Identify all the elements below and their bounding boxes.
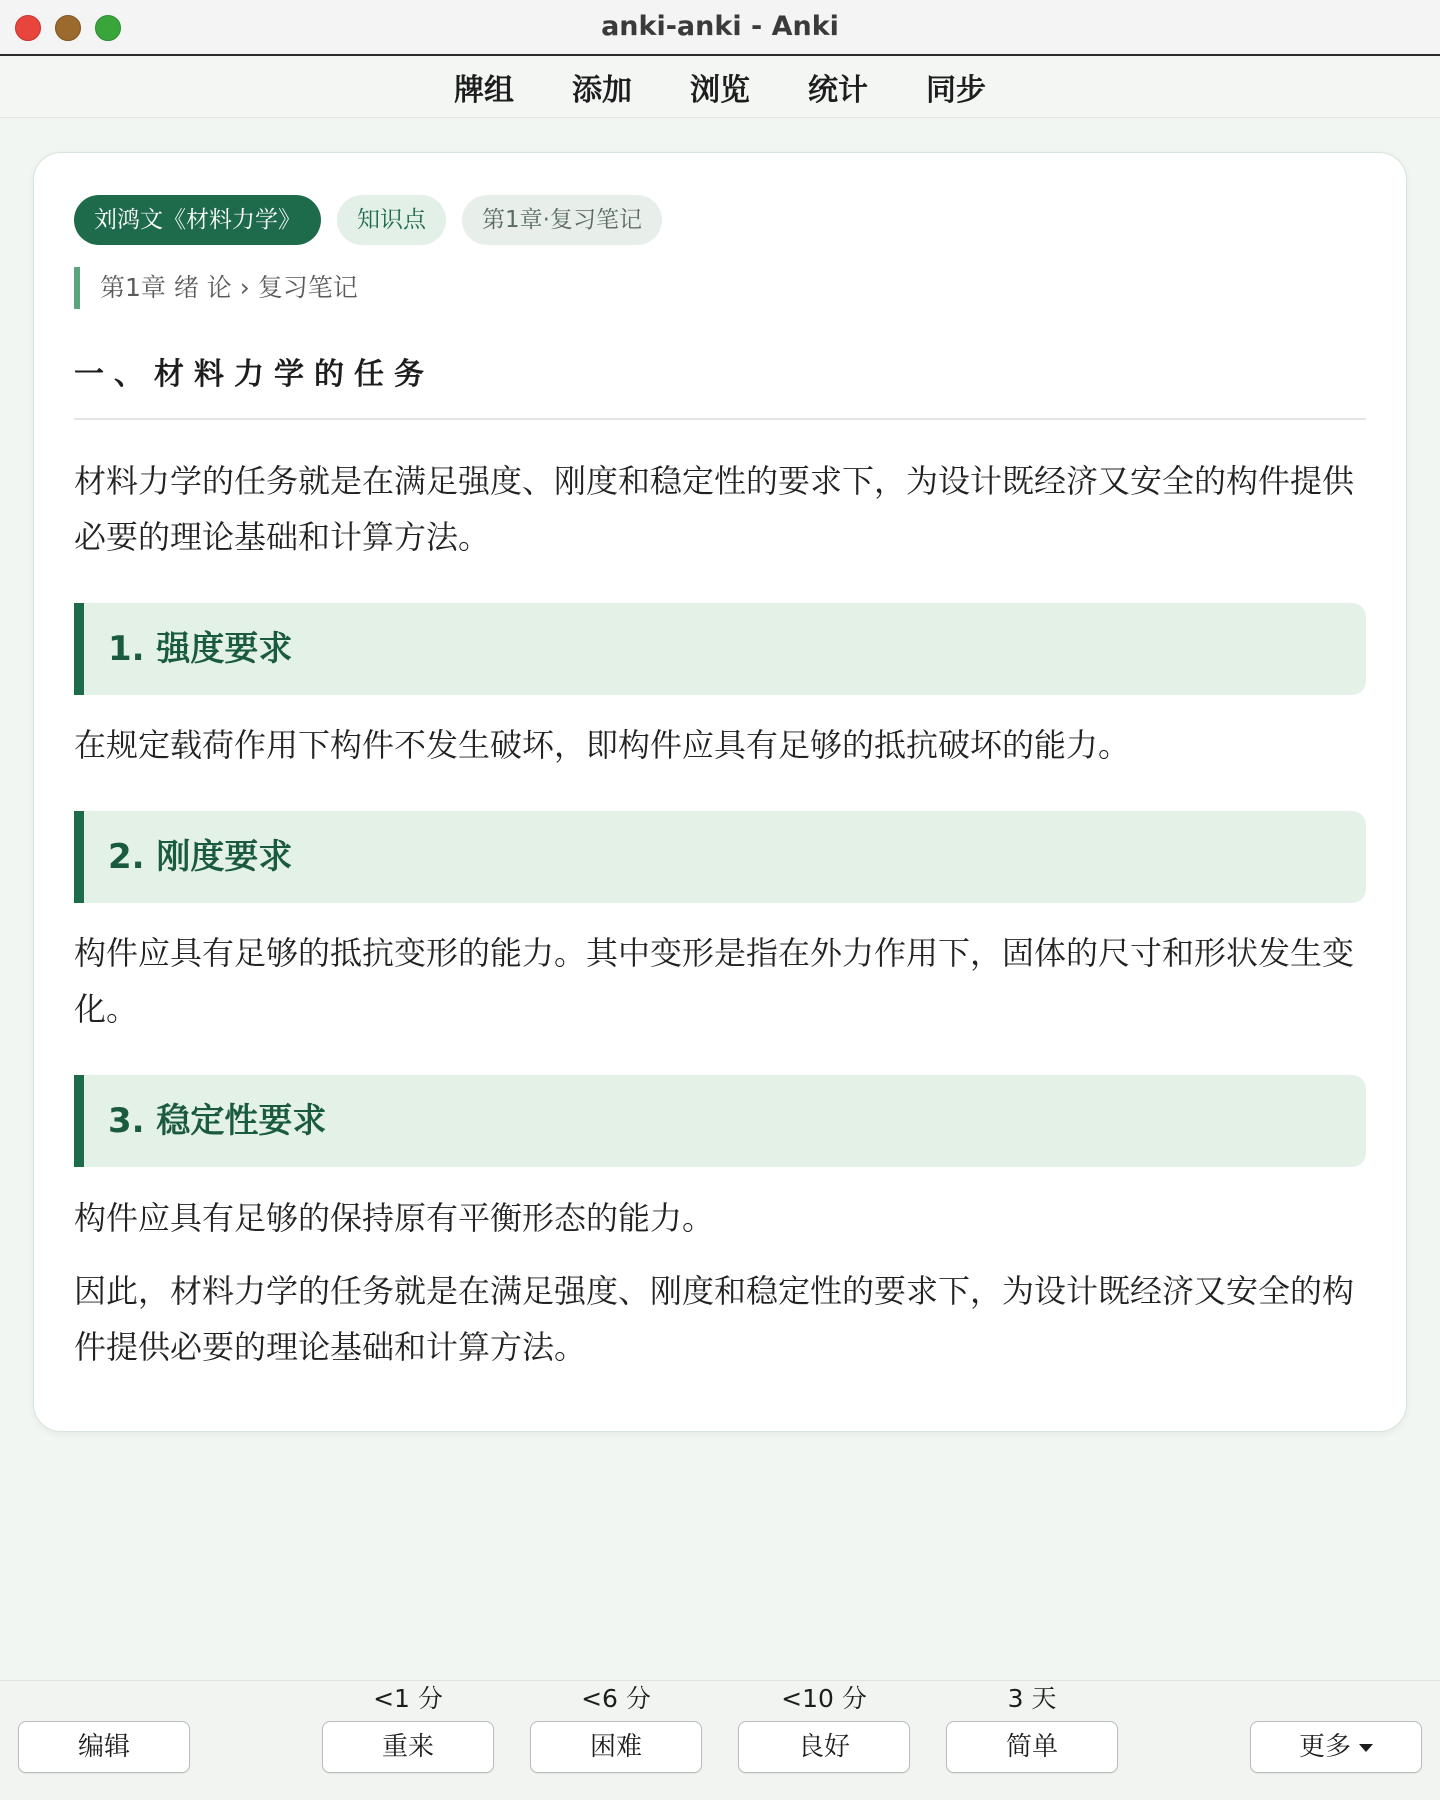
edit-button[interactable]: 编辑 xyxy=(18,1721,190,1773)
section-title: 一、材料力学的任务 xyxy=(74,357,434,392)
interval-easy: 3 天 xyxy=(1007,1684,1057,1713)
interval-hard: <6 分 xyxy=(581,1684,651,1713)
menu-decks[interactable]: 牌组 xyxy=(454,72,514,108)
interval-good: <10 分 xyxy=(781,1684,867,1713)
subheading-strength: 1. 强度要求 xyxy=(74,603,1366,695)
review-card xyxy=(33,152,1407,1432)
menu-sync[interactable]: 同步 xyxy=(926,72,986,108)
window-title: anki-anki - Anki xyxy=(601,11,839,42)
divider xyxy=(74,418,1366,420)
tag-list xyxy=(74,195,662,245)
paragraph-stiffness: 构件应具有足够的抵抗变形的能力。其中变形是指在外力作用下，固体的尺寸和形状发生变化。 xyxy=(74,934,1355,1028)
more-button[interactable] xyxy=(1250,1721,1422,1773)
tag-chapter: 第1章·复习笔记 xyxy=(462,195,662,245)
paragraph-strength: 在规定载荷作用下构件不发生破坏，即构件应具有足够的抵抗破坏的能力。 xyxy=(74,726,1131,764)
title-bar xyxy=(0,0,1440,56)
tag-source: 刘鸿文《材料力学》 xyxy=(74,195,321,245)
caret-down-icon xyxy=(1359,1744,1373,1752)
hard-button[interactable]: 困难 xyxy=(530,1721,702,1773)
tag-type: 知识点 xyxy=(337,195,446,245)
conclusion-paragraph: 因此，材料力学的任务就是在满足强度、刚度和稳定性的要求下，为设计既经济又安全的构件提供必要的理论基础和计算方法。 xyxy=(74,1272,1355,1366)
menu-add[interactable]: 添加 xyxy=(572,72,632,108)
good-button[interactable]: 良好 xyxy=(738,1721,910,1773)
intro-paragraph: 材料力学的任务就是在满足强度、刚度和稳定性的要求下，为设计既经济又安全的构件提供必要的理论基础和计算方法。 xyxy=(74,462,1355,556)
breadcrumb: 第1章 绪 论 › 复习笔记 xyxy=(74,267,358,309)
again-button[interactable]: 重来 xyxy=(322,1721,494,1773)
easy-button[interactable]: 简单 xyxy=(946,1721,1118,1773)
menu-stats[interactable]: 统计 xyxy=(808,72,868,108)
subheading-stiffness: 2. 刚度要求 xyxy=(74,811,1366,903)
paragraph-stability: 构件应具有足够的保持原有平衡形态的能力。 xyxy=(74,1199,715,1237)
interval-again: <1 分 xyxy=(373,1684,443,1713)
answer-bar xyxy=(0,1680,1440,1800)
subheading-stability: 3. 稳定性要求 xyxy=(74,1075,1366,1167)
menu-browse[interactable]: 浏览 xyxy=(690,72,750,108)
more-button-label: 更多 xyxy=(1298,1732,1351,1762)
top-menu xyxy=(0,56,1440,118)
